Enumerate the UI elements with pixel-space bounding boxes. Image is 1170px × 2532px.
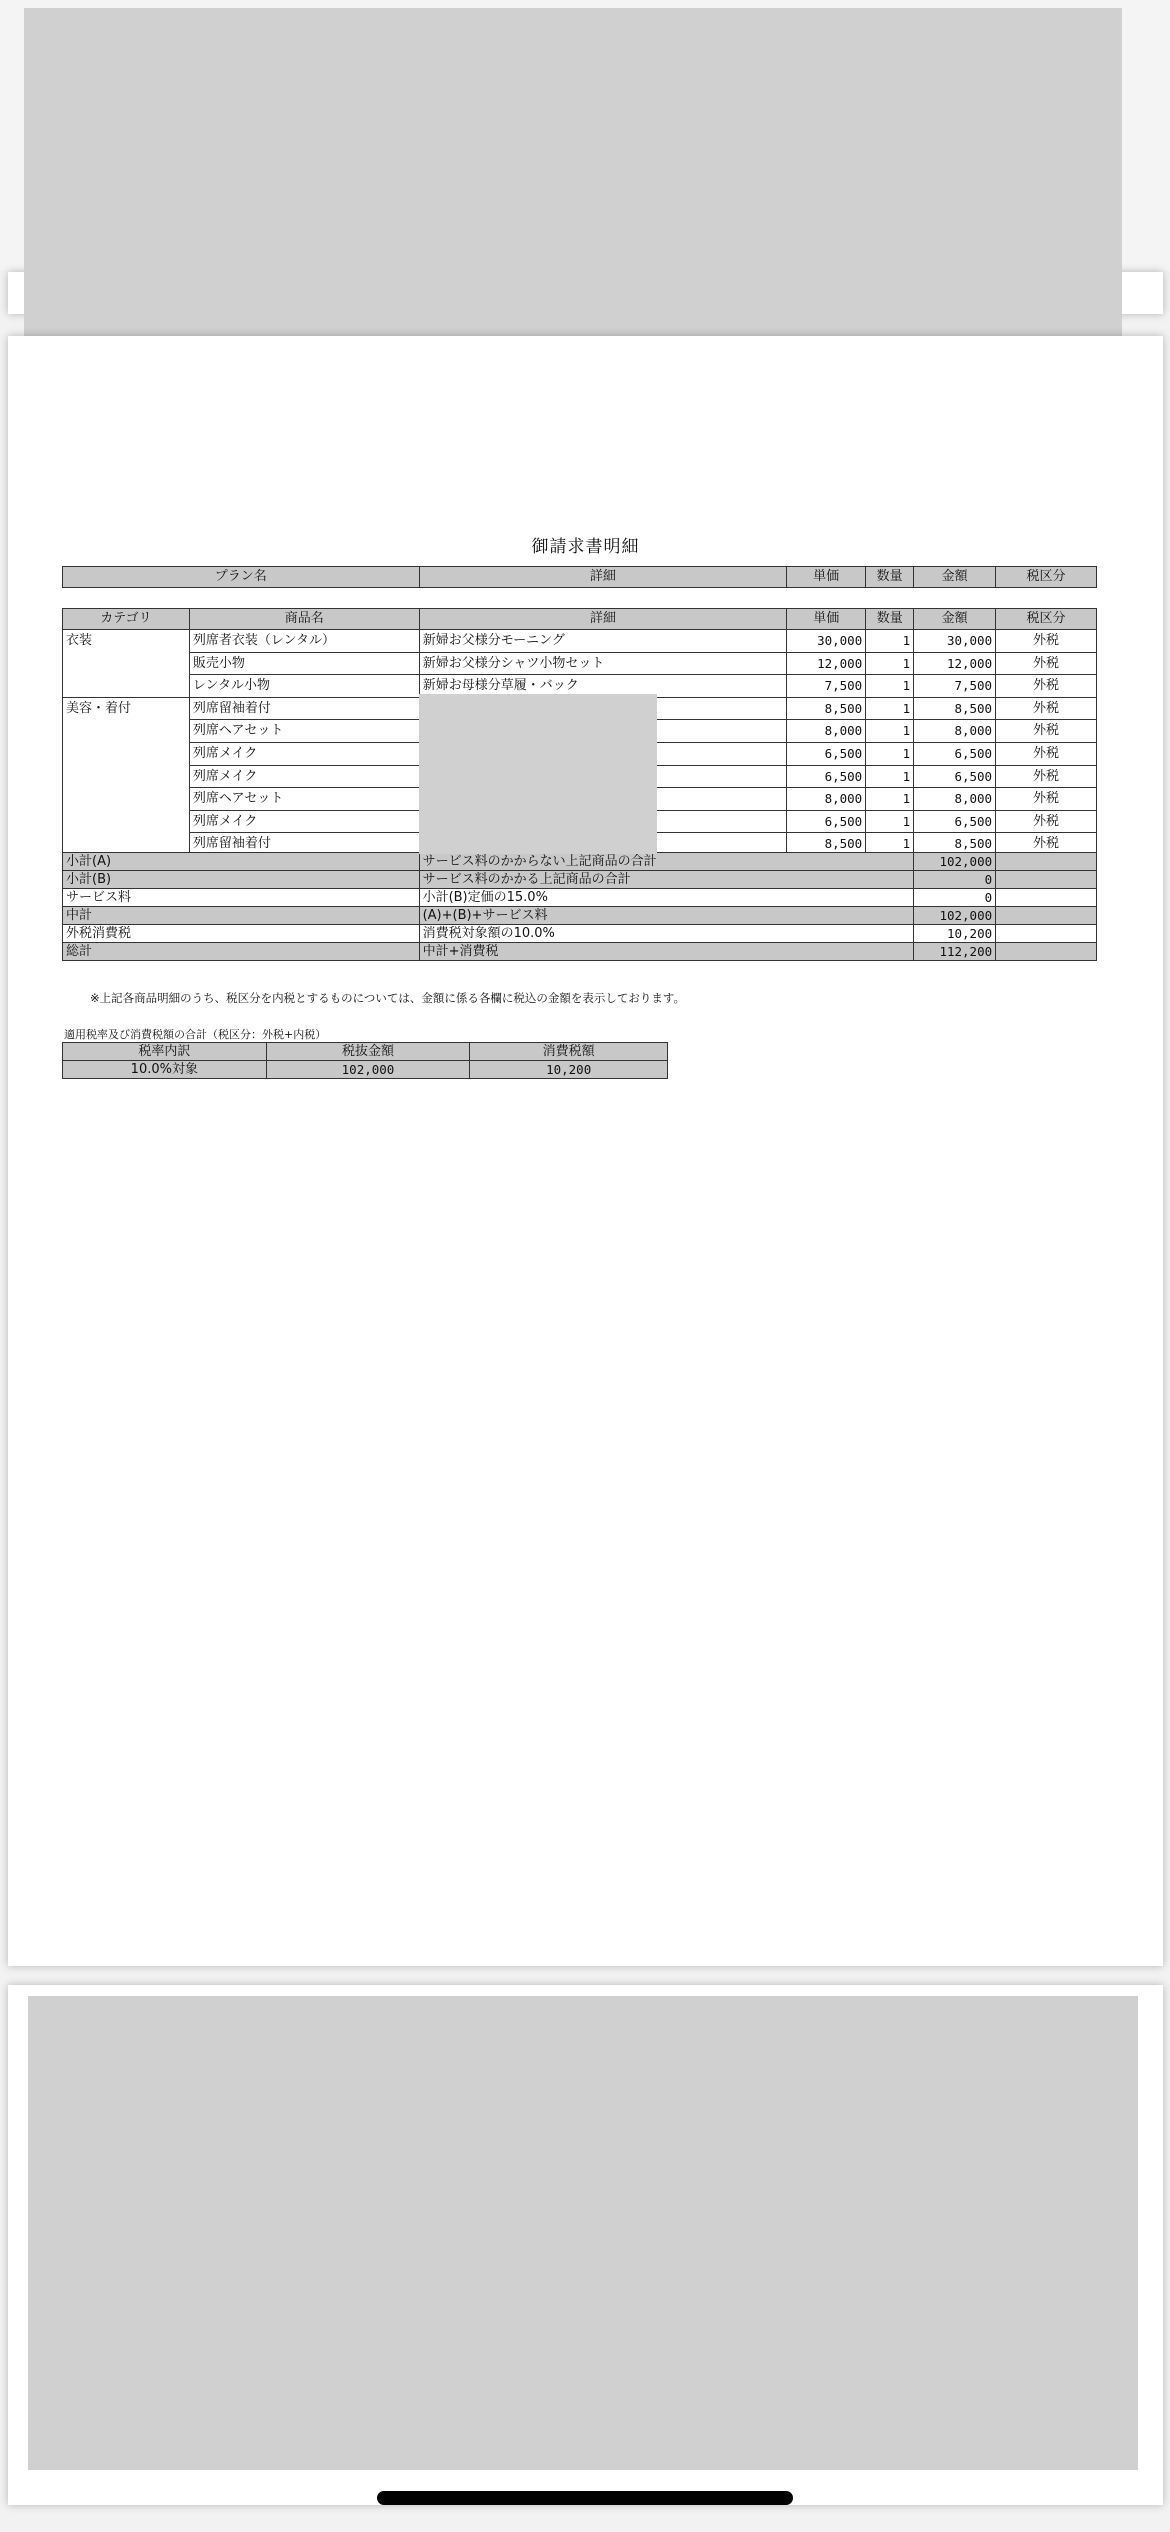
tax-summary-row — [63, 1061, 668, 1079]
summary-amount: 102,000 — [914, 907, 996, 925]
product-cell: 列席留袖着付 — [189, 833, 419, 856]
product-cell: 販売小物 — [189, 652, 419, 675]
summary-row — [63, 871, 1097, 889]
product-cell: 列席メイク — [189, 742, 419, 765]
tax-type-cell: 外税 — [996, 720, 1097, 743]
summary-label: 総計 — [63, 943, 420, 961]
summary-detail: (A)+(B)+サービス料 — [419, 907, 914, 925]
tax-type-cell: 外税 — [996, 630, 1097, 653]
pretax-amount-header: 税抜金額 — [266, 1043, 470, 1061]
table-row — [63, 630, 1097, 653]
tax-type-cell: 外税 — [996, 765, 1097, 788]
summary-empty — [996, 943, 1097, 961]
document-title: 御請求書明細 — [531, 537, 640, 557]
detail-cell: 新婦お母様分草履・バック — [419, 675, 787, 698]
category-header: カテゴリ — [63, 609, 190, 630]
summary-amount: 10,200 — [914, 925, 996, 943]
product-cell: レンタル小物 — [189, 675, 419, 698]
pretax-amount-cell: 102,000 — [266, 1061, 470, 1079]
summary-detail: 小計(B)定価の15.0% — [419, 889, 914, 907]
tax-type-cell: 外税 — [996, 675, 1097, 698]
unit-price-cell: 8,000 — [787, 720, 866, 743]
tax-type-cell: 外税 — [996, 652, 1097, 675]
plan-amount-header: 金額 — [914, 567, 996, 588]
redacted-detail-region — [419, 694, 657, 854]
tax-type-cell: 外税 — [996, 788, 1097, 811]
summary-table — [62, 852, 1097, 961]
summary-empty — [996, 853, 1097, 871]
category-cell: 衣装 — [63, 630, 190, 698]
quantity-header: 数量 — [866, 609, 914, 630]
invoice-detail-page[interactable] — [8, 336, 1163, 1966]
unit-price-cell: 12,000 — [787, 652, 866, 675]
unit-price-cell: 6,500 — [787, 742, 866, 765]
detail-header: 詳細 — [419, 609, 787, 630]
plan-unit-price-header: 単価 — [787, 567, 866, 588]
tax-amount-cell: 10,200 — [470, 1061, 668, 1079]
summary-label: 外税消費税 — [63, 925, 420, 943]
plan-tax-type-header: 税区分 — [996, 567, 1097, 588]
summary-label: 小計(A) — [63, 853, 420, 871]
tax-amount-header: 消費税額 — [470, 1043, 668, 1061]
quantity-cell: 1 — [866, 765, 914, 788]
tax-note: ※上記各商品明細のうち、税区分を内税とするものについては、金額に係る各欄に税込の金額を表示しております。 — [90, 991, 685, 1005]
summary-row — [63, 853, 1097, 871]
summary-detail: サービス料のかかる上記商品の合計 — [419, 871, 914, 889]
amount-cell: 6,500 — [914, 765, 996, 788]
tax-type-cell: 外税 — [996, 810, 1097, 833]
amount-cell: 8,000 — [914, 788, 996, 811]
amount-cell: 7,500 — [914, 675, 996, 698]
plan-name-header: プラン名 — [63, 567, 420, 588]
summary-row — [63, 907, 1097, 925]
quantity-cell: 1 — [866, 630, 914, 653]
tax-summary-table — [62, 1042, 668, 1079]
product-cell: 列席ヘアセット — [189, 720, 419, 743]
product-cell: 列席者衣装（レンタル） — [189, 630, 419, 653]
amount-cell: 6,500 — [914, 810, 996, 833]
category-cell: 美容・着付 — [63, 697, 190, 855]
unit-price-cell: 8,500 — [787, 833, 866, 856]
detail-cell: 新婦お父様分シャツ小物セット — [419, 652, 787, 675]
unit-price-cell: 6,500 — [787, 810, 866, 833]
table-row — [63, 652, 1097, 675]
amount-cell: 8,000 — [914, 720, 996, 743]
unit-price-cell: 8,000 — [787, 788, 866, 811]
summary-amount: 0 — [914, 871, 996, 889]
summary-empty — [996, 925, 1097, 943]
summary-detail: 中計+消費税 — [419, 943, 914, 961]
plan-quantity-header: 数量 — [866, 567, 914, 588]
quantity-cell: 1 — [866, 697, 914, 720]
quantity-cell: 1 — [866, 833, 914, 856]
summary-amount: 0 — [914, 889, 996, 907]
amount-header: 金額 — [914, 609, 996, 630]
tax-type-cell: 外税 — [996, 742, 1097, 765]
summary-label: 中計 — [63, 907, 420, 925]
unit-price-header: 単価 — [787, 609, 866, 630]
quantity-cell: 1 — [866, 720, 914, 743]
unit-price-cell: 8,500 — [787, 697, 866, 720]
product-header: 商品名 — [189, 609, 419, 630]
tax-type-cell: 外税 — [996, 697, 1097, 720]
summary-label: 小計(B) — [63, 871, 420, 889]
quantity-cell: 1 — [866, 675, 914, 698]
plan-detail-header: 詳細 — [419, 567, 787, 588]
tax-rate-header: 税率内訳 — [63, 1043, 267, 1061]
detail-cell: 新婦お父様分モーニング — [419, 630, 787, 653]
summary-row — [63, 925, 1097, 943]
home-indicator[interactable] — [377, 2491, 793, 2505]
quantity-cell: 1 — [866, 810, 914, 833]
summary-amount: 112,200 — [914, 943, 996, 961]
plan-table — [62, 566, 1097, 588]
unit-price-cell: 7,500 — [787, 675, 866, 698]
tax-summary-caption: 適用税率及び消費税額の合計（税区分：外税+内税） — [64, 1028, 327, 1041]
product-cell: 列席留袖着付 — [189, 697, 419, 720]
product-cell: 列席メイク — [189, 810, 419, 833]
redacted-region-bottom — [28, 1996, 1138, 2470]
unit-price-cell: 30,000 — [787, 630, 866, 653]
unit-price-cell: 6,500 — [787, 765, 866, 788]
summary-label: サービス料 — [63, 889, 420, 907]
amount-cell: 6,500 — [914, 742, 996, 765]
product-cell: 列席ヘアセット — [189, 788, 419, 811]
quantity-cell: 1 — [866, 742, 914, 765]
summary-row — [63, 889, 1097, 907]
product-cell: 列席メイク — [189, 765, 419, 788]
summary-detail: サービス料のかからない上記商品の合計 — [419, 853, 914, 871]
tax-type-header: 税区分 — [996, 609, 1097, 630]
amount-cell: 8,500 — [914, 833, 996, 856]
summary-detail: 消費税対象額の10.0% — [419, 925, 914, 943]
amount-cell: 30,000 — [914, 630, 996, 653]
amount-cell: 8,500 — [914, 697, 996, 720]
summary-empty — [996, 889, 1097, 907]
quantity-cell: 1 — [866, 652, 914, 675]
summary-row — [63, 943, 1097, 961]
summary-amount: 102,000 — [914, 853, 996, 871]
summary-empty — [996, 871, 1097, 889]
quantity-cell: 1 — [866, 788, 914, 811]
summary-empty — [996, 907, 1097, 925]
amount-cell: 12,000 — [914, 652, 996, 675]
tax-type-cell: 外税 — [996, 833, 1097, 856]
tax-rate-cell: 10.0%対象 — [63, 1061, 267, 1079]
